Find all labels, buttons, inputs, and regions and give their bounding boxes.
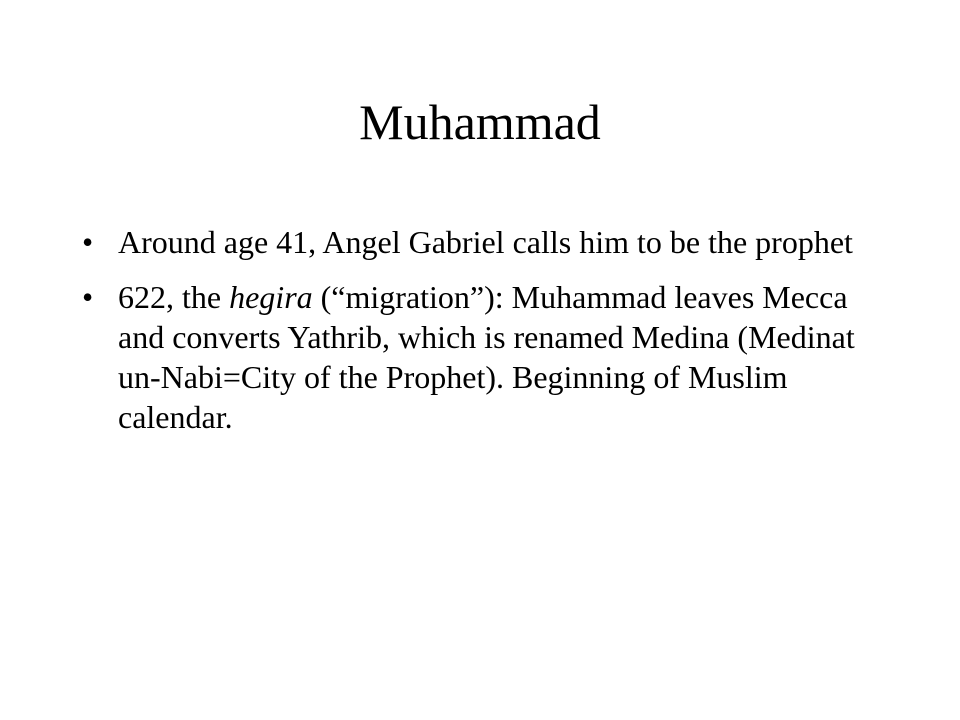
bullet-list	[82, 222, 882, 452]
bullet-text-start: 622, the	[118, 279, 230, 315]
bullet-text	[118, 279, 855, 435]
bullet-text-italic: hegira	[229, 279, 313, 315]
bullet-item	[82, 222, 882, 262]
bullet-marker: •	[82, 224, 94, 260]
bullet-text: Around age 41, Angel Gabriel calls him to be the prophet	[118, 224, 853, 260]
bullet-item	[82, 277, 882, 437]
bullet-text-end: (“migration”): Muhammad leaves Mecca and converts Yathrib, which is renamed Medina (Medinat un-Nabi=City of the Prophet). Beginning of Muslim calendar.	[118, 279, 855, 435]
bullet-marker: •	[82, 279, 94, 315]
slide-title: Muhammad	[359, 94, 601, 150]
